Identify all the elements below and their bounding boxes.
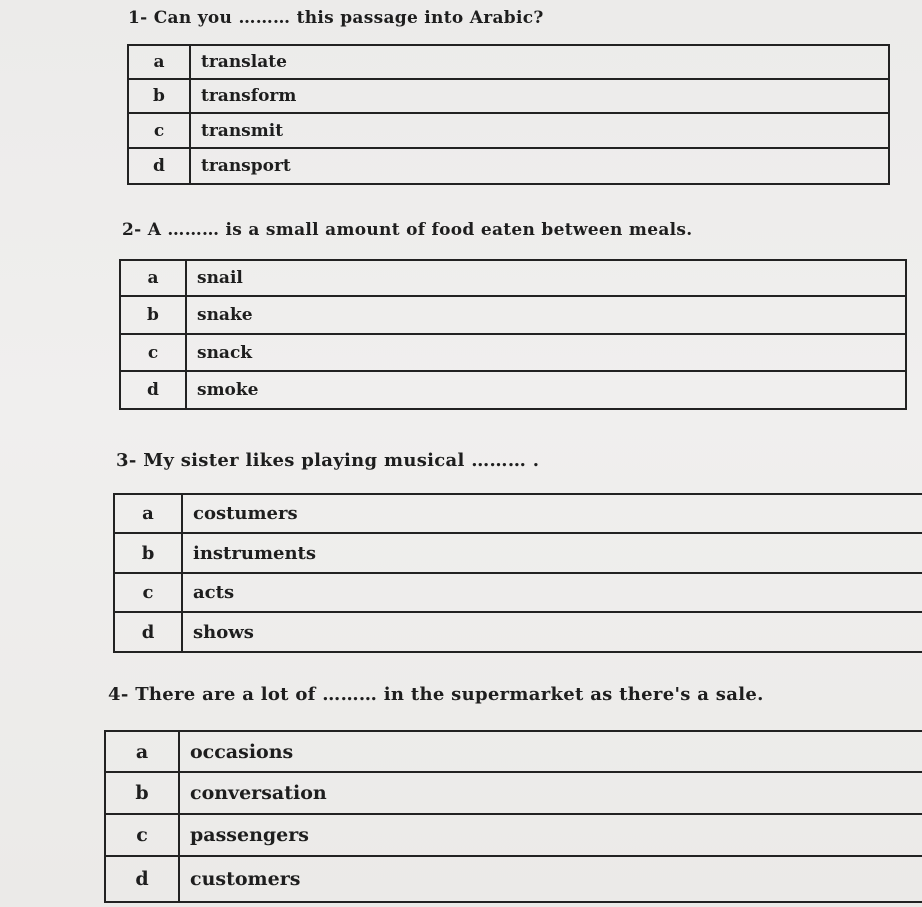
option-letter: b [128,79,190,113]
question-1-text-after: this passage into Arabic? [296,8,544,28]
question-4-option-b[interactable] [105,772,922,814]
option-text: snake [186,296,906,334]
question-3-text-after: . [532,450,540,471]
question-4-option-c[interactable] [105,814,922,856]
option-text: customers [179,856,922,902]
question-1-options [127,44,890,185]
question-4-options [104,730,922,903]
option-text: transport [190,148,889,184]
question-3-options [113,493,922,653]
question-3-text-before: My sister likes playing musical [143,450,465,471]
question-3-number: 3- [116,450,137,471]
question-4-option-d[interactable] [105,856,922,902]
option-letter: a [114,494,182,533]
option-letter: d [114,612,182,652]
option-text: costumers [182,494,922,533]
option-text: acts [182,573,922,612]
question-3 [116,450,539,471]
question-2-option-c[interactable] [120,334,906,371]
question-1-option-b[interactable] [128,79,889,113]
question-4 [108,684,764,705]
question-2-text-before: A [147,220,162,240]
question-2 [122,220,692,240]
question-2-number: 2- [122,220,142,240]
question-3-option-d[interactable] [114,612,922,652]
option-letter: d [128,148,190,184]
question-4-blank: ……… [322,684,378,705]
option-text: passengers [179,814,922,856]
question-1-option-d[interactable] [128,148,889,184]
question-1-number: 1- [128,8,148,28]
option-text: shows [182,612,922,652]
question-3-option-c[interactable] [114,573,922,612]
option-text: snack [186,334,906,371]
option-text: snail [186,260,906,296]
option-letter: a [128,45,190,79]
option-letter: d [105,856,179,902]
option-letter: a [105,731,179,772]
question-1-blank: ……… [238,8,291,28]
option-text: translate [190,45,889,79]
option-letter: c [114,573,182,612]
question-2-text-after: is a small amount of food eaten between meals. [225,220,693,240]
option-text: occasions [179,731,922,772]
option-letter: c [105,814,179,856]
option-letter: a [120,260,186,296]
option-letter: b [120,296,186,334]
question-4-text-after: in the supermarket as there's a sale. [383,684,764,705]
option-letter: b [114,533,182,573]
question-1-option-c[interactable] [128,113,889,148]
option-text: instruments [182,533,922,573]
question-4-option-a[interactable] [105,731,922,772]
option-text: smoke [186,371,906,409]
question-2-options [119,259,907,410]
option-text: transmit [190,113,889,148]
question-3-option-a[interactable] [114,494,922,533]
question-2-option-a[interactable] [120,260,906,296]
question-2-option-b[interactable] [120,296,906,334]
question-2-blank: ……… [167,220,220,240]
option-letter: b [105,772,179,814]
option-letter: c [128,113,190,148]
question-1 [128,8,544,28]
question-3-blank: ……… [471,450,527,471]
question-4-number: 4- [108,684,129,705]
option-text: conversation [179,772,922,814]
option-letter: d [120,371,186,409]
question-2-option-d[interactable] [120,371,906,409]
question-1-text-before: Can you [153,8,233,28]
question-3-option-b[interactable] [114,533,922,573]
question-4-text-before: There are a lot of [135,684,316,705]
question-1-option-a[interactable] [128,45,889,79]
option-text: transform [190,79,889,113]
option-letter: c [120,334,186,371]
